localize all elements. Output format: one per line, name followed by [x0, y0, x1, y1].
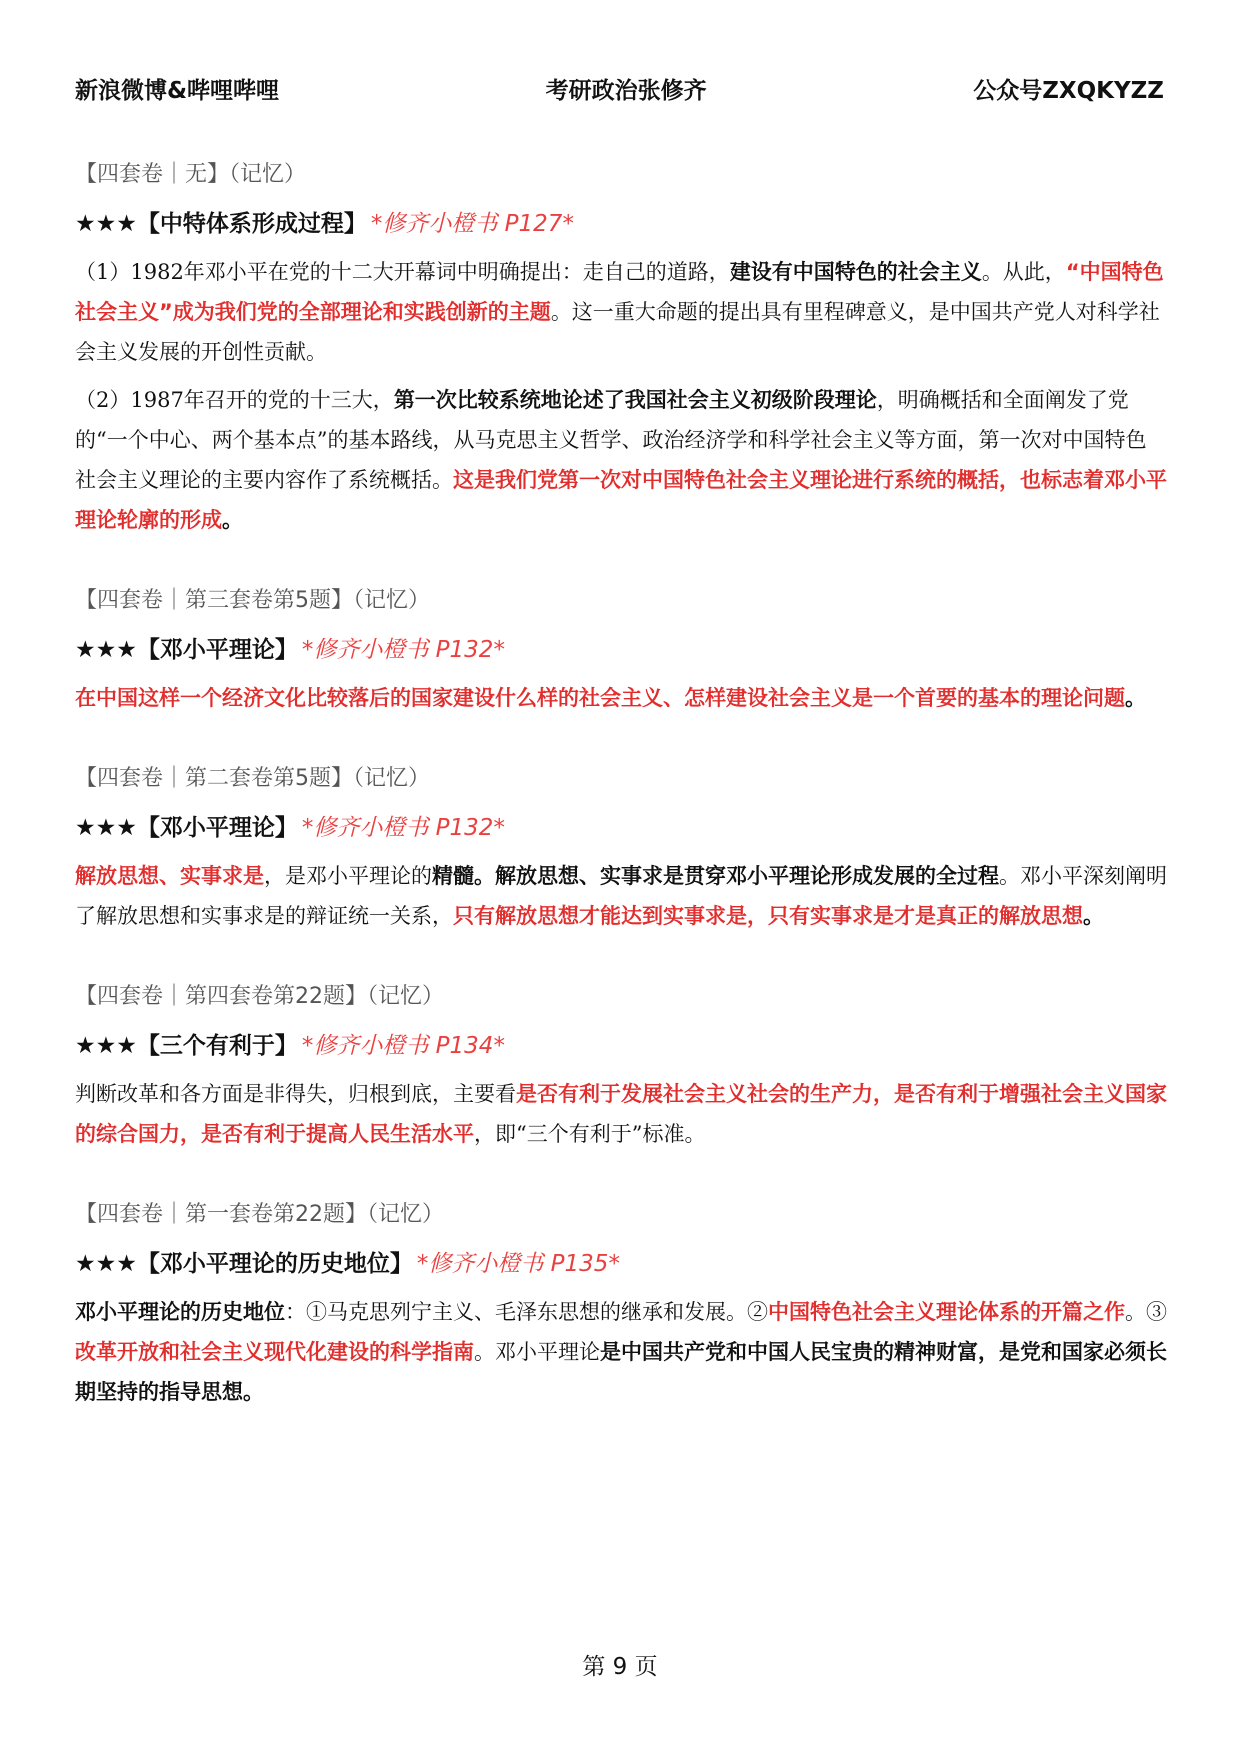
header-left: 新浪微博&哔哩哔哩 — [75, 78, 280, 104]
text-run: 。邓小平理论 — [474, 1340, 600, 1364]
bold-run: 精髓。解放思想、实事求是贯穿邓小平理论形成发展的全过程 — [432, 864, 999, 888]
bold-run: 邓小平理论的历史地位 — [75, 1300, 285, 1324]
bold-run: 是中国共产党和中国人民宝贵的精神财富，是党和国家必须长期坚持的指导思想。 — [75, 1340, 1167, 1404]
section-ref: *修齐小橙书 P132* — [301, 815, 505, 841]
section-ref: *修齐小橙书 P135* — [416, 1251, 620, 1277]
section-title-text: ★★★【邓小平理论】 — [75, 637, 298, 663]
highlight-run: 是否有利于发展社会主义社会的生产力，是否有利于增强社会主义国家的综合国力，是否有利于提高人民生活水平 — [75, 1082, 1167, 1146]
highlight-run: 改革开放和社会主义现代化建设的科学指南 — [75, 1340, 474, 1364]
section-ref: *修齐小橙书 P127* — [370, 211, 574, 237]
bold-run: 。 — [222, 508, 243, 532]
text-run: ，明确概括和全面阐发了党的“一个中心、两个基本点”的基本路线，从马克思主义哲学、政治经济学和科学社会主义等方面，第一次对中国特色社会主义理论的主要内容作了系统概括。 — [75, 388, 1147, 492]
page-content — [75, 158, 1167, 1412]
section-meta: 【四套卷｜无】（记忆） — [75, 162, 307, 187]
paragraph — [75, 380, 1167, 540]
paragraph — [75, 252, 1167, 372]
highlight-run: 解放思想、实事求是 — [75, 864, 264, 888]
section-meta: 【四套卷｜第二套卷第5题】（记忆） — [75, 766, 430, 791]
paragraph — [75, 1074, 1167, 1154]
paragraph — [75, 678, 1167, 718]
bold-run: 。 — [1083, 904, 1104, 928]
highlight-run: 在中国这样一个经济文化比较落后的国家建设什么样的社会主义、怎样建设社会主义是一个首要的基本的理论问题 — [75, 686, 1125, 710]
highlight-run: 中国特色社会主义理论体系的开篇之作 — [768, 1300, 1125, 1324]
section-ref: *修齐小橙书 P134* — [301, 1033, 505, 1059]
section-meta: 【四套卷｜第一套卷第22题】（记忆） — [75, 1202, 444, 1227]
section-meta: 【四套卷｜第三套卷第5题】（记忆） — [75, 588, 430, 613]
text-run: 判断改革和各方面是非得失，归根到底，主要看 — [75, 1082, 516, 1106]
section-meta: 【四套卷｜第四套卷第22题】（记忆） — [75, 984, 444, 1009]
text-run: 。从此， — [981, 260, 1066, 284]
header-center: 考研政治张修齐 — [545, 78, 707, 104]
text-run: ，是邓小平理论的 — [264, 864, 432, 888]
text-run: （1）1982年邓小平在党的十二大开幕词中明确提出：走自己的道路， — [75, 260, 730, 284]
highlight-run: 这是我们党第一次对中国特色社会主义理论进行系统的概括，也标志着邓小平理论轮廓的形成 — [75, 468, 1167, 532]
page-header — [75, 72, 1164, 105]
section-title — [75, 810, 1167, 846]
section-ref: *修齐小橙书 P132* — [301, 637, 505, 663]
section-title — [75, 206, 1167, 242]
section-title — [75, 1028, 1167, 1064]
bold-run: 建设有中国特色的社会主义 — [729, 260, 982, 284]
paragraph — [75, 1292, 1167, 1412]
section-title — [75, 1246, 1167, 1282]
bold-run: 第一次比较系统地论述了我国社会主义初级阶段理论 — [393, 388, 877, 412]
paragraph — [75, 856, 1167, 936]
section-title-text: ★★★【邓小平理论】 — [75, 815, 298, 841]
bold-run: 。 — [1125, 686, 1146, 710]
highlight-run: “中国特色社会主义”成为我们党的全部理论和实践创新的主题 — [75, 260, 1164, 324]
text-run: 。这一重大命题的提出具有里程碑意义，是中国共产党人对科学社会主义发展的开创性贡献。 — [75, 300, 1160, 364]
header-right: 公众号ZXQKYZZ — [973, 78, 1164, 104]
text-run: 。邓小平深刻阐明了解放思想和实事求是的辩证统一关系， — [75, 864, 1167, 928]
text-run: ：①马克思列宁主义、毛泽东思想的继承和发展。② — [285, 1300, 768, 1324]
section-title-text: ★★★【三个有利于】 — [75, 1033, 298, 1059]
text-run: 。③ — [1125, 1300, 1167, 1324]
page-number: 第 9 页 — [582, 1654, 658, 1680]
highlight-run: 只有解放思想才能达到实事求是，只有实事求是才是真正的解放思想 — [453, 904, 1083, 928]
section-title-text: ★★★【中特体系形成过程】 — [75, 211, 367, 237]
section-title-text: ★★★【邓小平理论的历史地位】 — [75, 1251, 413, 1277]
text-run: ，即“三个有利于”标准。 — [474, 1122, 706, 1146]
text-run: （2）1987年召开的党的十三大， — [75, 388, 394, 412]
section-title — [75, 632, 1167, 668]
